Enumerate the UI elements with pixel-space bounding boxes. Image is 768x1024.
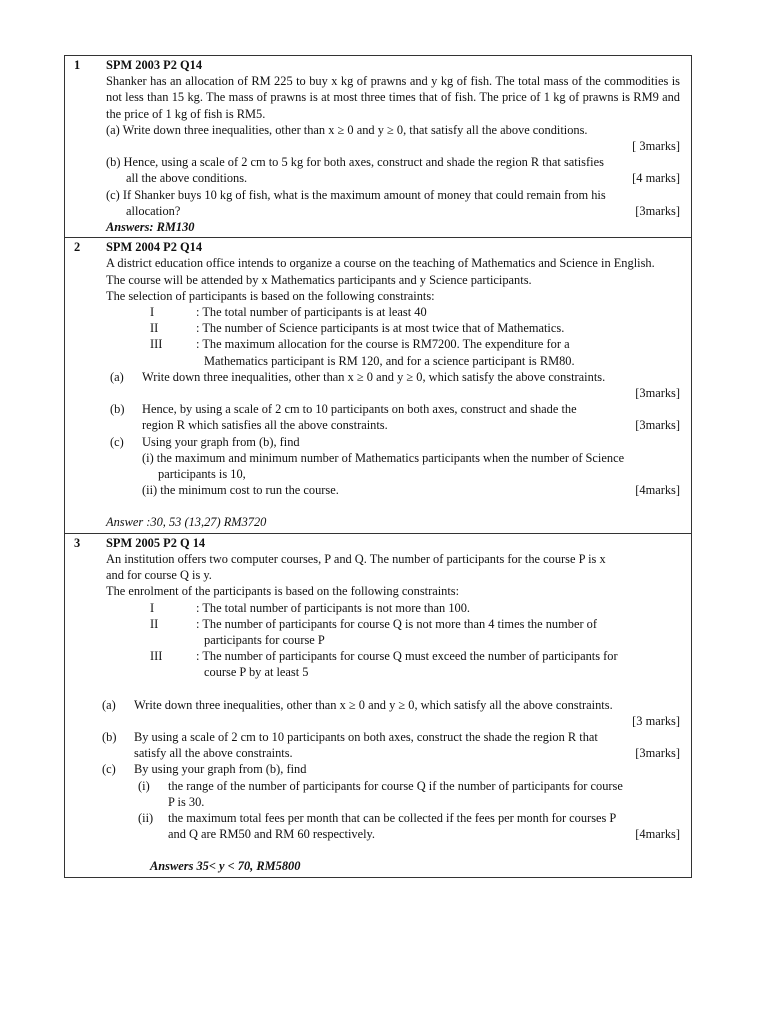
part-a: Write down three inequalities, other than x ≥ 0 and y ≥ 0, which satisfy the above constraints. — [142, 369, 606, 384]
part-c-i: (i) the maximum and minimum number of Mathematics participants when the number of Science — [142, 450, 625, 465]
question-title: SPM 2005 P2 Q 14 — [106, 535, 206, 550]
part-c: By using your graph from (b), find — [134, 762, 307, 777]
part-a: (a) Write down three inequalities, other than x ≥ 0 and y ≥ 0, that satisfy all the above conditions. — [106, 122, 588, 137]
part-c-label: (c) — [110, 434, 124, 449]
constraint-label: I — [150, 600, 155, 615]
constraint-text: : The number of participants for course Q is not more than 4 times the number of — [196, 616, 597, 631]
part-c-marks: [3marks] — [635, 203, 680, 218]
part-a-label: (a) — [102, 697, 116, 712]
part-c-ii-label: (ii) — [138, 810, 154, 825]
question-stem: Shanker has an allocation of RM 225 to buy x kg of prawns and y kg of fish. The total mass of the commodities is not less than 15 kg. The mass of prawns is at most three times that of fish. The price of 1 kg of prawns is RM9 and the price of 1 kg of fish is RM5. — [106, 74, 680, 121]
part-c-cont: allocation? — [126, 203, 181, 218]
question-2 — [65, 238, 691, 533]
part-b-marks: [3marks] — [635, 418, 680, 433]
question-table — [64, 55, 692, 878]
part-b: (b) Hence, using a scale of 2 cm to 5 kg for both axes, construct and shade the region R that satisfies — [106, 155, 604, 170]
part-c-i-label: (i) — [138, 778, 150, 793]
part-c-i: the range of the number of participants for course Q if the number of participants for course — [168, 778, 623, 793]
part-a-marks: [3marks] — [635, 386, 680, 401]
question-title: SPM 2004 P2 Q14 — [106, 240, 203, 255]
part-c-marks: [4marks] — [635, 483, 680, 498]
part-b: Hence, by using a scale of 2 cm to 10 participants on both axes, construct and shade the — [142, 402, 577, 417]
question-stem: The course will be attended by x Mathematics participants and y Science participants. — [106, 272, 532, 287]
part-a: Write down three inequalities, other than x ≥ 0 and y ≥ 0, which satisfy all the above constraints. — [134, 697, 613, 712]
part-b-marks: [3marks] — [635, 746, 680, 761]
constraint-label: III — [150, 337, 163, 352]
part-b: By using a scale of 2 cm to 10 participants on both axes, construct the shade the region R that — [134, 729, 598, 744]
part-c-i-cont: P is 30. — [168, 794, 205, 809]
question-stem: and for course Q is y. — [106, 568, 212, 583]
answer: Answer :30, 53 (13,27) RM3720 — [106, 515, 267, 530]
question-stem: A district education office intends to organize a course on the teaching of Mathematics and Science in English. — [106, 256, 655, 271]
part-b-marks: [4 marks] — [632, 171, 680, 186]
question-stem: An institution offers two computer courses, P and Q. The number of participants for the course P is x — [106, 551, 606, 566]
part-c-marks: [4marks] — [635, 827, 680, 842]
constraint-text: : The maximum allocation for the course is RM7200. The expenditure for a — [196, 337, 570, 352]
part-c-ii: (ii) the minimum cost to run the course. — [142, 483, 339, 498]
constraint-label: I — [150, 305, 155, 320]
question-stem: The enrolment of the participants is based on the following constraints: — [106, 584, 460, 599]
answer: Answers: RM130 — [106, 220, 195, 235]
constraint-label: II — [150, 616, 159, 631]
part-c-i-cont: participants is 10, — [158, 467, 246, 482]
part-b-cont: satisfy all the above constraints. — [134, 746, 293, 761]
part-c: Using your graph from (b), find — [142, 434, 300, 449]
constraint-label: III — [150, 649, 163, 664]
part-c: (c) If Shanker buys 10 kg of fish, what is the maximum amount of money that could remain from his — [106, 187, 606, 202]
constraint-text: : The number of participants for course Q must exceed the number of participants for — [196, 649, 618, 664]
question-number: 3 — [74, 535, 81, 550]
part-b-cont: all the above conditions. — [126, 171, 248, 186]
part-b-label: (b) — [102, 729, 117, 744]
part-b-cont: region R which satisfies all the above constraints. — [142, 418, 388, 433]
constraint-text: : The total number of participants is not more than 100. — [196, 600, 471, 615]
part-b-label: (b) — [110, 402, 125, 417]
constraint-text: course P by at least 5 — [204, 665, 309, 680]
question-number: 1 — [74, 58, 81, 72]
constraint-text: : The total number of participants is at least 40 — [196, 305, 427, 320]
part-c-ii: the maximum total fees per month that can be collected if the fees per month for courses P — [168, 810, 617, 825]
part-a-marks: [3 marks] — [632, 713, 680, 728]
question-number: 2 — [74, 240, 81, 255]
question-1 — [65, 56, 691, 238]
question-title: SPM 2003 P2 Q14 — [106, 58, 203, 72]
part-a-label: (a) — [110, 369, 124, 384]
question-stem: The selection of participants is based on the following constraints: — [106, 288, 435, 303]
constraint-text: participants for course P — [204, 632, 325, 647]
answer: Answers 35< y < 70, RM5800 — [150, 859, 301, 874]
constraint-label: II — [150, 321, 159, 336]
part-c-ii-cont: and Q are RM50 and RM 60 respectively. — [168, 827, 376, 842]
constraint-text: : The number of Science participants is at most twice that of Mathematics. — [196, 321, 565, 336]
part-c-label: (c) — [102, 762, 116, 777]
part-a-marks: [ 3marks] — [632, 139, 680, 154]
constraint-text: Mathematics participant is RM 120, and for a science participant is RM80. — [204, 353, 575, 368]
question-3 — [65, 534, 691, 877]
